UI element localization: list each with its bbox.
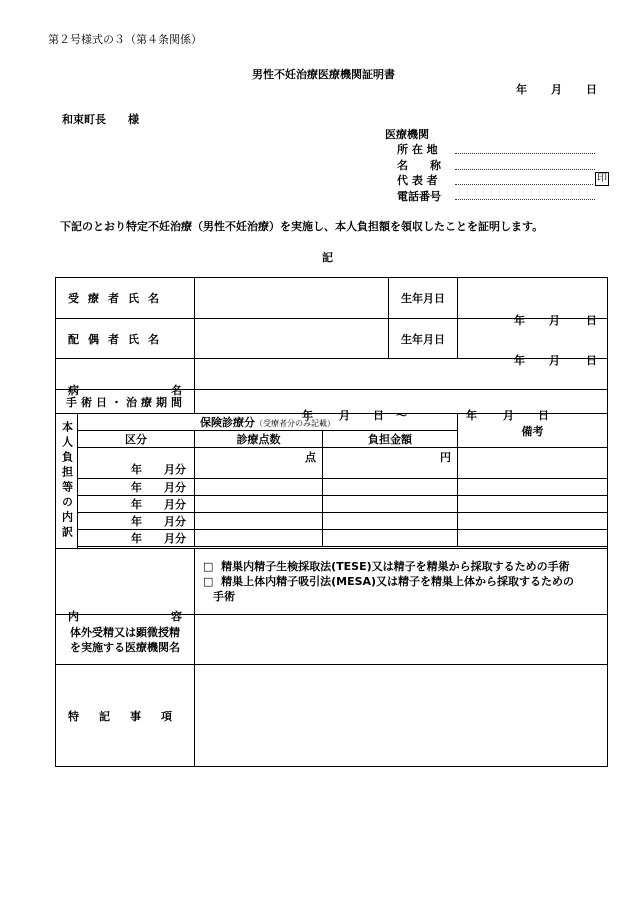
- option-mesa[interactable]: □ 精巣上体内精子吸引法(MESA)又は精子を精巣上体から採取するための: [203, 575, 575, 588]
- amount-input[interactable]: [323, 479, 458, 496]
- patient-dob-input[interactable]: 年 月 日: [458, 278, 608, 319]
- points-input[interactable]: 点: [195, 448, 323, 479]
- special-remarks-label: 特記事項: [56, 665, 195, 767]
- content-options: [195, 549, 608, 615]
- phone-label: 電話番号: [397, 190, 441, 203]
- month-label: 年 月分: [78, 448, 195, 479]
- points-input[interactable]: [195, 513, 323, 530]
- content-row: [56, 549, 608, 615]
- points-input[interactable]: [195, 496, 323, 513]
- month-label: 年 月分: [78, 496, 195, 513]
- page-title: 男性不妊治療医療機関証明書: [252, 68, 395, 81]
- spouse-name-input[interactable]: [195, 319, 389, 359]
- statement: 下記のとおり特定不妊治療（男性不妊治療）を実施し、本人負担額を領収したことを証明します。: [60, 220, 544, 233]
- insurance-header: 保険診療分（受療者分のみ記載）: [78, 414, 458, 431]
- date-day: 日: [586, 83, 597, 96]
- address-label: 所 在 地: [397, 143, 438, 156]
- seal-mark: 印: [597, 173, 607, 184]
- checkbox-icon[interactable]: □: [203, 575, 214, 588]
- surgery-label: 手術日・治療期間: [56, 390, 195, 414]
- representative-field[interactable]: [455, 184, 593, 185]
- ivf-row: [56, 615, 608, 665]
- addressee: 和束町長 様: [62, 113, 139, 126]
- ivf-institution-input[interactable]: [195, 615, 608, 665]
- special-remarks-input[interactable]: [195, 665, 608, 767]
- breakdown-header-row: [56, 414, 608, 431]
- representative-label: 代 表 者: [397, 174, 438, 187]
- ki-heading: 記: [322, 251, 333, 264]
- amount-input[interactable]: [323, 530, 458, 547]
- checkbox-icon[interactable]: □: [203, 560, 214, 573]
- patient-name-label: 受療者氏名: [56, 278, 195, 319]
- address-field[interactable]: [455, 153, 595, 154]
- month-row: [56, 496, 608, 513]
- remarks-input[interactable]: [458, 530, 608, 547]
- month-row: [56, 513, 608, 530]
- amount-header: 負担金額: [323, 431, 458, 448]
- content-label: 内 容: [56, 549, 195, 615]
- month-label: 年 月分: [78, 479, 195, 496]
- breakdown-side-label: 本人負担等の内訳: [56, 414, 78, 549]
- amount-input[interactable]: [323, 513, 458, 530]
- date-month: 月: [551, 83, 562, 96]
- name-field[interactable]: [455, 169, 595, 170]
- spouse-name-label: 配偶者氏名: [56, 319, 195, 359]
- month-row: [56, 479, 608, 496]
- month-row: [56, 448, 608, 479]
- ivf-label: 体外受精又は顕微授精 を実施する医療機関名: [56, 615, 195, 665]
- surgery-period-input[interactable]: 年 月 日 〜 年 月 日: [195, 390, 608, 414]
- spouse-dob-input[interactable]: 年 月 日: [458, 319, 608, 359]
- spouse-dob-label: 生年月日: [389, 319, 458, 359]
- institution-heading: 医療機関: [385, 128, 429, 141]
- month-label: 年 月分: [78, 513, 195, 530]
- kubun-header: 区分: [78, 431, 195, 448]
- disease-input[interactable]: [195, 359, 608, 390]
- phone-field[interactable]: [455, 199, 595, 200]
- patient-row: [56, 278, 608, 319]
- disease-label: 病 名: [56, 359, 195, 390]
- amount-input[interactable]: [323, 496, 458, 513]
- remarks-input[interactable]: [458, 479, 608, 496]
- remarks-col-header: 備考: [458, 414, 608, 448]
- special-remarks-row: [56, 665, 608, 767]
- option-tese[interactable]: □ 精巣内精子生検採取法(TESE)又は精子を精巣から採取するための手術: [203, 560, 570, 573]
- points-input[interactable]: [195, 479, 323, 496]
- date-year: 年: [516, 83, 527, 96]
- remarks-input[interactable]: [458, 513, 608, 530]
- name-label: 名 称: [397, 159, 441, 172]
- month-row: [56, 530, 608, 547]
- patient-dob-label: 生年月日: [389, 278, 458, 319]
- option-mesa-cont: 手術: [213, 590, 236, 603]
- surgery-row: [56, 390, 608, 414]
- patient-name-input[interactable]: [195, 278, 389, 319]
- form-number: 第２号様式の３（第４条関係）: [48, 33, 202, 46]
- remarks-input[interactable]: [458, 496, 608, 513]
- amount-input[interactable]: 円: [323, 448, 458, 479]
- remarks-input[interactable]: [458, 448, 608, 479]
- points-input[interactable]: [195, 530, 323, 547]
- points-header: 診療点数: [195, 431, 323, 448]
- month-label: 年 月分: [78, 530, 195, 547]
- certificate-table: [55, 277, 608, 767]
